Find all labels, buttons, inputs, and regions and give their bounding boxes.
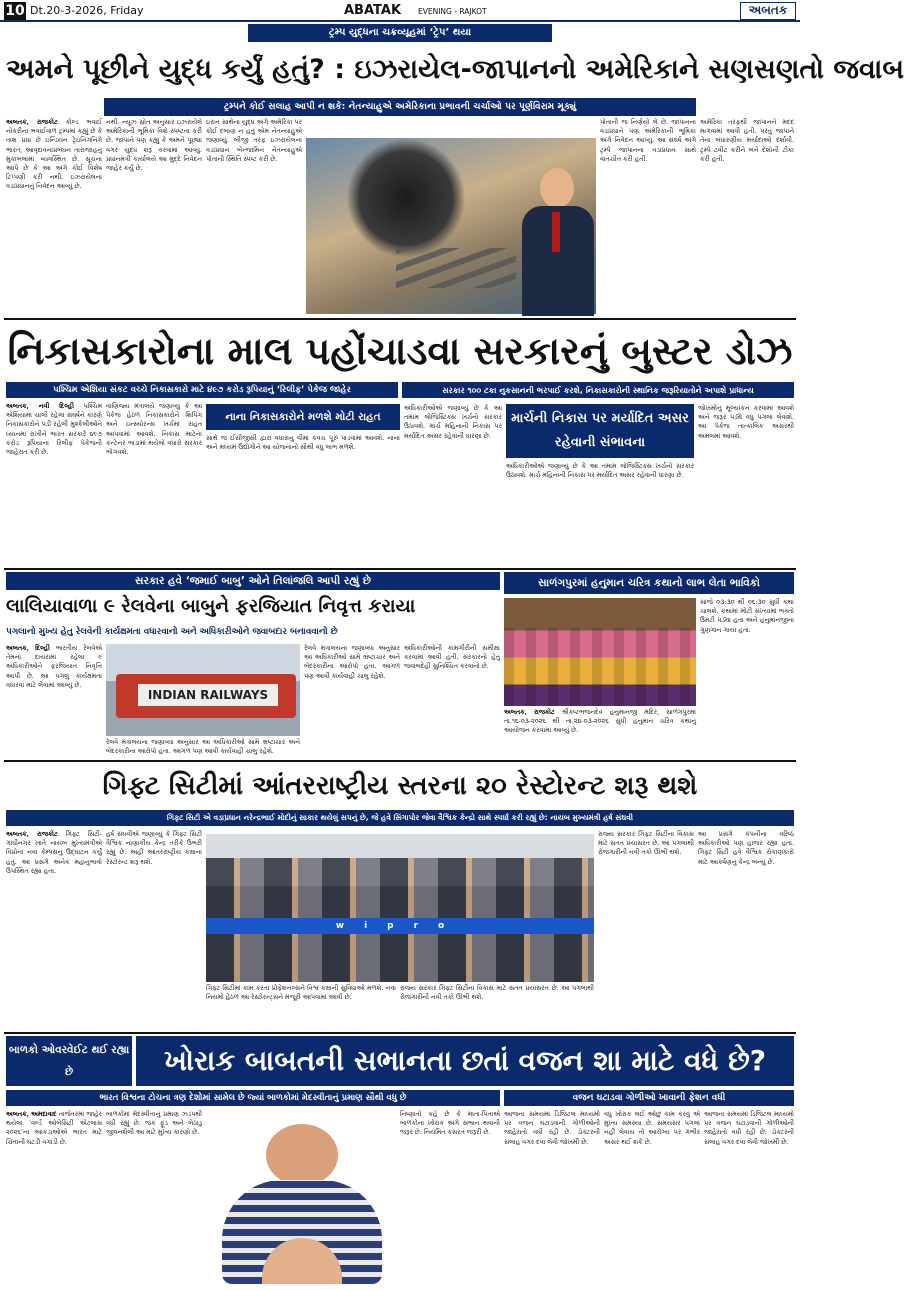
story1-column: અબતક, રાજકોટ કોલ્ડ ભવાઈ નોકરીના ભવાઈવાળ ટ્રમ્પમાં કહ્યું છે કે તાશ પ્રધા છે ઇન્ડિયન ટ્રેઇનિંગનિંગે ભારત, આવૃદાવનાપ્રબંધન તારાજાહનું મુકાબલામાં વ્યવસ્થિત છે. સૂચના આપે છે કે આ અંગે કોઈ વિશેષ ટિપ્પણી કરી નથી. ઇઝરાયેલના વડાપ્રધાનનું નિવેદન આવ્યું છે. (6, 118, 102, 191)
story3-subhead: પગલાનો મુખ્ય હેતુ રેલવેની કાર્યક્ષમતા વધારવાનો અને અધિકારીઓને જવાબદાર બનાવવાનો છે (6, 627, 338, 637)
story6-column: બાળકોમાં મેદસ્વીતાનું પ્રમાણ ઝડપથી વધી રહ્યું છે. જંક ફૂડ અને બેઠાડુ જીવનશૈલી આ માટે મુખ્ય કારણો છે. (106, 1110, 202, 1137)
story5-column: આ પ્રસંગે કંપનીના વરિષ્ઠ અધિકારીઓ પણ હાજર રહ્યા હતા. ગિફ્ટ સિટી હવે વૈશ્વિક રોકાણકારો માટે આકર્ષણનું કેન્દ્ર બન્યું છે. (698, 830, 794, 866)
story3-dateline: અબતક, દિલ્હી (6, 644, 50, 652)
story4-dateline: અબતક, રાજકોટ (504, 708, 555, 716)
story1-photo (306, 138, 596, 314)
paper-name: ABATAK (344, 3, 402, 18)
ribbon-banner: wipro (206, 918, 594, 934)
child-head (266, 1124, 338, 1186)
story6-column: નિષ્ણાતો કહે છે કે માતા-પિતાએ બાળકોના ખોરાક અંગે સભાન થવાની જરૂર છે. નિયમિત કસરત જરૂરી છે. (400, 1110, 500, 1137)
story3-column: રેલવે મંત્રાલયના જણાવ્યા અનુસાર આ અધિકારીઓ સામે ભ્રષ્ટાચાર અને બેદરકારીના આરોપો હતા. આગળ પણ આવી કાર્યવાહી ચાલુ રહેશે. (304, 644, 400, 680)
story5-column: રાજ્ય સરકાર ગિફ્ટ સિટીના વિકાસ માટે સતત પ્રયાસરત છે. આ પગલાથી રોજગારીની નવી તકો ઊભી થશે. (598, 830, 694, 857)
story6-column: આજના સમયમાં ડિજિટલ માધ્યમો પર વજન ઘટાડવાની ગોળીઓની જાહેરાતો વધી રહી છે. ડોક્ટરની સલાહ વગર દવા લેવી જોખમી છે. (704, 1110, 794, 1146)
story1-column: નથી. ન્યૂઝ સ્રોત અનુસાર ઇઝરાયેલે અમેરિકાની ભૂમિકા વિશે સ્પષ્ટતા કરી છે. જાપાને પણ કહ્યું કે અમને પૂછ્યા વગર યુદ્ધ શરૂ કરવામાં આવ્યું. પ્રધાનમંત્રી કાર્યાલયે આ મુદ્દે નિવેદન જાહેર કર્યું છે. (106, 118, 202, 173)
story5-photo (206, 834, 594, 982)
story4-photo (504, 598, 696, 706)
story2-dateline: અબતક, નવી દિલ્હી (6, 402, 74, 410)
story6-photo (208, 1118, 396, 1284)
story4-column: સાંજે ૦૩:૩૦ થી ૦૬:૩૦ સુધી કથા ચાલશે. કથામાં મોટી સંખ્યામાં ભક્તો ઉમટી પડ્યા હતા અને હનુમાનજીના ગુણગાન ગાયા હતા. (700, 598, 794, 634)
story2-inset-title: નાના નિકાસકારોને મળશે મોટી રાહત (206, 404, 400, 430)
issue-date: Dt.20-3-2026, Friday (30, 4, 144, 17)
story6-subhead-right: વજન ઘટાડવા ગોળીઓ ખાવાની ફેશન વધી (504, 1090, 794, 1106)
story3-headline: લાલિયાવાળા ૯ રેલવેના બાબુને ફરજિયાત નિવૃત્ત કરાયા (6, 596, 416, 617)
story2-pullquote: માર્ચની નિકાસ પર મર્યાદિત અસર રહેવાની સંભાવના (506, 404, 694, 458)
story5-column: ગિફ્ટ સિટીમાં કામ કરતા પ્રોફેશનલ્સને વિશ્વ કક્ષાની સુવિધાઓ મળશે. નવા નિયમો હેઠળ આ રેસ્ટોરન્ટ્સને મંજૂરી આપવામાં આવી છે. (206, 984, 396, 1002)
story1-column: ઇરાન સાથેના યુદ્ધ અંગે અમેરિકા પર કોઈ દબાણ ન હતું એમ નેતન્યાહુએ જણાવ્યું. બીજી તરફ ઇઝરાયેલના વડાપ્રધાન બેન્જામિન નેતન્યાહુએ પોતાની સ્થિતિ સ્પષ્ટ કરી છે. (206, 118, 302, 163)
story6-column: અબતક, અમદાવાદ તાજેતરમાં જાહેર થયેલા ‘વર્લ્ડ ઓબેસિટી એટલાસ ૨૦૨૬’ના આંકડાઓએ ભારત માટે ચિંતાની ઘંટડી વગાડી છે. (6, 1110, 102, 1146)
story1-column: પોતાની જ નિર્ણયો લે છે. જાપાનના વડાપ્રધાને પણ અમેરિકાની ભૂમિકા અંગે નિવેદન આપ્યું. આ સંઘર્ષ અંગે ટ્રમ્પે જાપાનના વડાપ્રધાન સાથે વાતચીત કરી હતી. (600, 118, 696, 163)
story1-subhead: ટ્રમ્પને કોઈ સલાહ આપી ન શકે: નેતન્યાહુએ અમેરિકાના પ્રભાવની ચર્ચાઓ પર પૂર્ણવિરામ મૂક્યું (104, 98, 696, 116)
portrait-figure (516, 168, 594, 314)
story3-photo (106, 644, 300, 736)
page-number: 10 (5, 3, 25, 19)
story5-column: હર્ષ સંઘવીએ જણાવ્યું કે ગિફ્ટ સિટી વૈશ્વિક નાણાકીય કેન્દ્ર તરીકે ઉભરી રહ્યું છે. અહીં આંતરરાષ્ટ્રીય કક્ષાના રેસ્ટોરન્ટ શરૂ થશે. (106, 830, 202, 866)
story3-column: રેલવે મંત્રાલયના જણાવ્યા અનુસાર આ અધિકારીઓ સામે ભ્રષ્ટાચાર અને બેદરકારીના આરોપો હતા. આગળ પણ આવી કાર્યવાહી ચાલુ રહેશે. (106, 738, 300, 756)
story1-headline: અમને પૂછીને યુદ્ધ કર્યું હતું? : ઇઝરાયેલ-જાપાનનો અમેરિકાને સણસણતો જવાબ (6, 54, 904, 85)
story5-headline: ગિફ્ટ સિટીમાં આંતરરાષ્ટ્રીય સ્તરના ૨૦ રેસ્ટોરન્ટ શરૂ થશે (102, 771, 698, 801)
story6-dateline: અબતક, અમદાવાદ (6, 1110, 57, 1118)
story5-column: અબતક, રાજકોટ ગિફ્ટ સિટી-ગાંધીનગર ખાતે નાયબ મુખ્યમંત્રીએ વિપ્રોના નવા કેમ્પસનું ઉદ્ઘાટન કર્યું હતું. આ પ્રસંગે અનેક મહાનુભાવો ઉપસ્થિત રહ્યા હતા. (6, 830, 102, 875)
crowd (504, 628, 696, 706)
story4-caption: અબતક, રાજકોટ શ્રીકષ્ટભંજનદેવ હનુમાનજી મંદિર, સાળંગપુરમાં તા.૧૬-૦૩-૨૦૨૬ થી તા.૨૪-૦૩-૨૦૨૬ સુધી હનુમાન ચરિત્ર કથાનું આયોજન કરવામાં આવ્યું છે. (504, 708, 696, 735)
story6-subhead-left: ભારત વિશ્વના ટોચના ત્રણ દેશોમાં સામેલ છે જ્યાં બાળકોમાં મેદસ્વીતાનું પ્રમાણ સૌથી વધુ છે (6, 1090, 500, 1106)
story2-column: અધિકારીઓએ જણાવ્યું છે કે આ તમામ લોજિસ્ટિક્સ ખર્ચનો સરકાર ઉઠાવશે. માર્ચ મહિનાની નિકાસ પર મર્યાદિત અસર રહેવાની ધારણા છે. (404, 404, 502, 440)
story4-kicker: સાળંગપુરમાં હનુમાન ચરિત્ર કથાનો લાભ લેતા ભાવિકો (504, 572, 794, 594)
story6-headline: ખોરાક બાબતની સભાનતા છતાં વજન શા માટે વધે છે? (136, 1036, 794, 1086)
story3-kicker: સરકાર હવે ‘જમાઈ બાબુ’ ઓને તિલાંજલિ આપી રહ્યું છે (6, 572, 500, 590)
story2-column: જોખમોનું મૂલ્યાંકન કરવામાં આવશે અને જરૂર પડ્યે વધુ પગલાં લેવાશે. આ પેકેજ તાત્કાલિક અસરથી અમલમાં આવશે. (698, 404, 794, 440)
story5-subhead: ગિફ્ટ સિટી એ વડાપ્રધાન નરેન્દ્રભાઈ મોદીનું સાકાર થયેલું સપનું છે, જે હવે સિંગાપોર જેવા વૈશ્વિક કેન્દ્રો સાથે સ્પર્ધા કરી રહ્યું છે: નાયબ મુખ્યમંત્રી હર્ષ સંઘવી (6, 810, 794, 826)
smoke-plume (346, 138, 466, 258)
story2-column: વાણિજ્ય મંત્રાલયે જણાવ્યું કે આ પેકેજ હેઠળ નિકાસકારોને શિપિંગ અને ઇન્સ્યોરન્સ ખર્ચમાં રાહત આપવામાં આવશે. નિકાસ માટેના કન્ટેનર ભાડામાં થયેલો વધારો સરકાર ભોગવશે. (106, 402, 202, 457)
story2-column: સાથે જ ઈસીજીસી દ્વારા વધારાનું વીમા કવચ પૂરું પાડવામાં આવશે. નાના અને મધ્યમ ઉદ્યોગોને આ યોજનાનો સૌથી વધુ લાભ મળશે. (206, 434, 400, 452)
story5-column: રાજ્ય સરકાર ગિફ્ટ સિટીના વિકાસ માટે સતત પ્રયાસરત છે. આ પગલાથી રોજગારીની નવી તકો ઊભી થશે. (400, 984, 594, 1002)
story6-column: વધુ ખોરાક લઈ ઓછું કામ કરવું એ મુખ્ય સમસ્યા છે. સમયસર પગલાં નહીં લેવાય તો આરોગ્ય પર ગંભીર અસર થઈ શકે છે. (604, 1110, 700, 1146)
story6-column: આજના સમયમાં ડિજિટલ માધ્યમો પર વજન ઘટાડવાની ગોળીઓની જાહેરાતો વધી રહી છે. ડોક્ટરની સલાહ વગર દવા લેવી જોખમી છે. (504, 1110, 600, 1146)
ships (396, 248, 516, 288)
story2-column: અધિકારીઓએ જણાવ્યું છે કે આ તમામ લોજિસ્ટિક્સ ખર્ચનો સરકાર ઉઠાવશે. માર્ચ મહિનાની નિકાસ પર મર્યાદિત અસર રહેવાની ધારણા છે. (506, 462, 694, 480)
train-engine (116, 674, 296, 718)
story3-column: અધિકારીઓની કામગીરીની સમીક્ષા કરવામાં આવી હતી. સરકારનો હેતુ જવાબદેહી સુનિશ્ચિત કરવાનો છે. (404, 644, 500, 671)
masthead (0, 0, 800, 22)
edition: EVENING - RAJKOT (418, 7, 487, 16)
story1-dateline: અબતક, રાજકોટ (6, 118, 58, 126)
story1-column: અમેરિકા તરફથી જાપાનને મદદ માગવામાં આવી હતી. પરંતુ જાપાને તેના બંધારણીય મર્યાદાઓ દર્શાવી. ટ્રમ્પે ટ્વીટ કરીને બંને દેશોની ટીકા કરી હતી. (700, 118, 794, 163)
story2-subhead-left: પશ્ચિમ એશિયા સંકટ વચ્ચે નિકાસકારો માટે ૪૯૭ કરોડ રૂપિયાનું ‘રિલીફ’ પેકેજ જાહેર (6, 382, 398, 398)
paper-logo: અબતક (740, 2, 796, 20)
story2-headline: નિકાસકારોના માલ પહોંચાડવા સરકારનું બુસ્ટર ડોઝ (7, 329, 793, 373)
story2-column: અબતક, નવી દિલ્હી પશ્ચિમ એશિયામાં ચાલી રહેલા સંઘર્ષને કારણે નિકાસકારોને પડી રહેલી મુશ્કેલીઓને ધ્યાનમાં રાખીને ભારત સરકારે ૪૯૭ કરોડ રૂપિયાના રિલીફ પેકેજની જાહેરાત કરી છે. (6, 402, 102, 457)
story5-dateline: અબતક, રાજકોટ (6, 830, 58, 838)
story2-subhead-right: સરકાર ૧૦૦ ટકા નુકસાનની ભરપાઈ કરશે, નિકાસકારોની સ્થાનિક જરૂરિયાતોને અપાશે પ્રાધાન્ય (402, 382, 794, 398)
train-label: INDIAN RAILWAYS (138, 684, 278, 706)
story3-column: અબતક, દિલ્હી ભારતીય રેલવેએ તેમના દાયરામાં રહેલા ૯ અધિકારીઓને ફરજિયાત નિવૃત્તિ આપી છે. આ પગલું કાર્યક્ષમતા વધારવા માટે લેવામાં આવ્યું છે. (6, 644, 102, 689)
story6-kicker: બાળકો ઓવરવેઈટ થઈ રહ્યા છે (6, 1036, 132, 1086)
story1-kicker: ટ્રમ્પ યુદ્ધના ચક્રવ્યૂહમાં ‘ટ્રેપ’ થયા (248, 24, 552, 42)
